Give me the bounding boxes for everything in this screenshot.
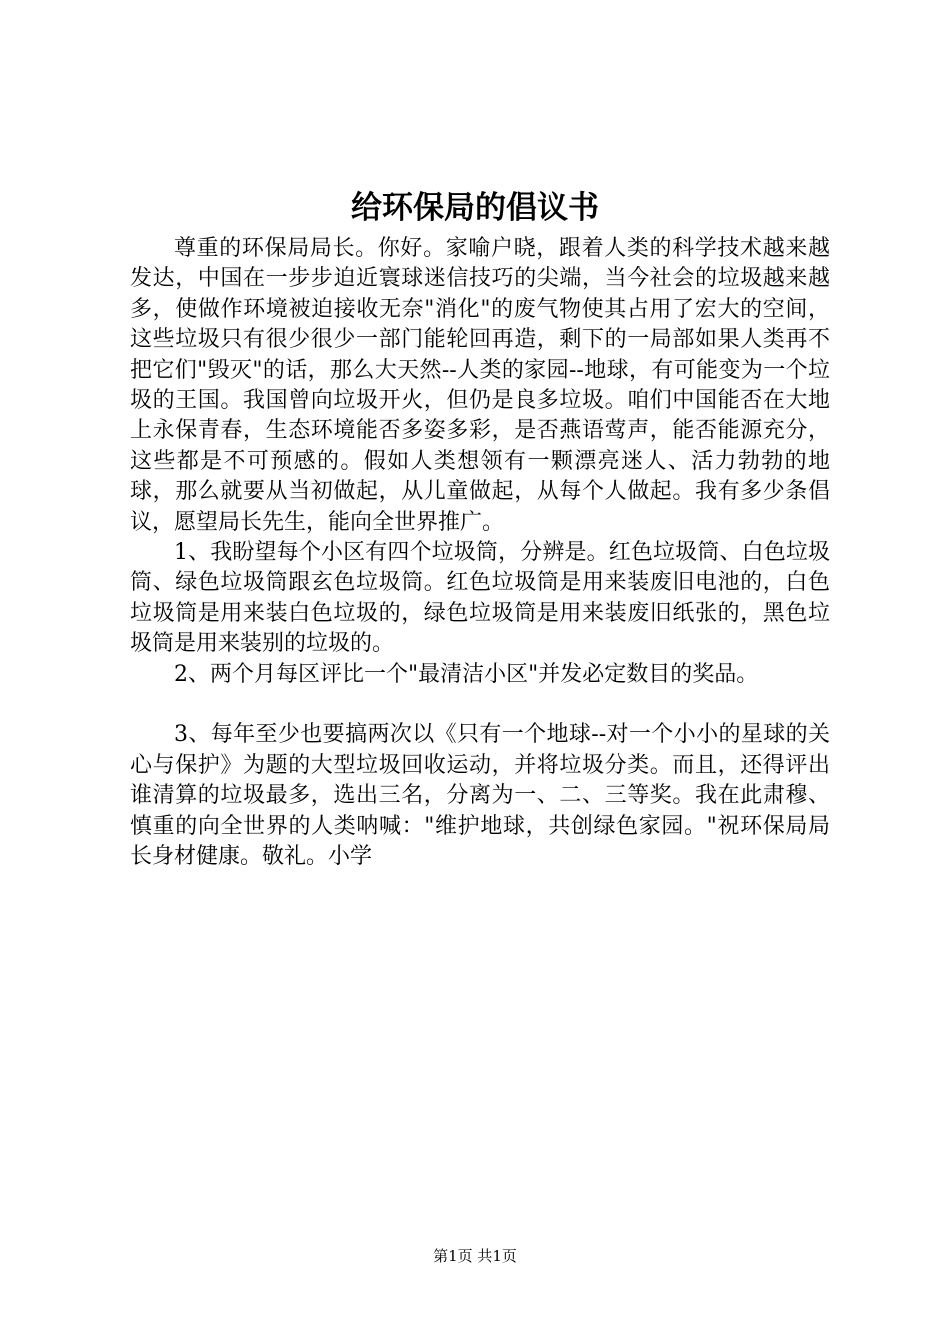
paragraph-intro: 尊重的环保局局长。你好。家喻户晓，跟着人类的科学技术越来越发达，中国在一步步迫近寰球迷信技巧的尖端，当今社会的垃圾越来越多，使做作环境被迫接收无奈"消化"的废气物使其占用了宏大的空间，这些垃圾只有很少很少一部门能轮回再造，剩下的一局部如果人类再不把它们"毁灭"的话，那么大天然--人类的家园--地球，有可能变为一个垃圾的王国。我国曾向垃圾开火，但仍是良多垃圾。咱们中国能否在大地上永保青春，生态环境能否多姿多彩，是否燕语莺声，能否能源充分，这些都是不可预感的。假如人类想领有一颗漂亮迷人、活力勃勃的地球，那么就要从当初做起，从儿童做起，从每个人做起。我有多少条倡议，愿望局长先生，能向全世界推广。 [130, 236, 830, 535]
paragraph-spacer [130, 690, 830, 720]
page-footer: 第1页 共1页 [433, 1247, 517, 1265]
document-title: 给环保局的倡议书 [351, 190, 599, 226]
paragraph-proposal-3: 3、每年至少也要搞两次以《只有一个地球--对一个小小的星球的关心与保护》为题的大型垃圾回收运动，并将垃圾分类。而且，还得评出谁清算的垃圾最多，选出三名，分离为一、二、三等奖。我在此肃穆、慎重的向全世界的人类呐喊："维护地球，共创绿色家园。"祝环保局局长身材健康。敬礼。小学 [130, 722, 830, 870]
paragraph-proposal-1: 1、我盼望每个小区有四个垃圾筒，分辨是。红色垃圾筒、白色垃圾筒、绿色垃圾筒跟玄色垃圾筒。红色垃圾筒是用来装废旧电池的，白色垃圾筒是用来装白色垃圾的，绿色垃圾筒是用来装废旧纸张的，黑色垃圾筒是用来装别的垃圾的。 [130, 540, 830, 657]
document-body [130, 234, 830, 873]
paragraph-proposal-2: 2、两个月每区评比一个"最清洁小区"并发必定数目的奖品。 [174, 661, 759, 687]
